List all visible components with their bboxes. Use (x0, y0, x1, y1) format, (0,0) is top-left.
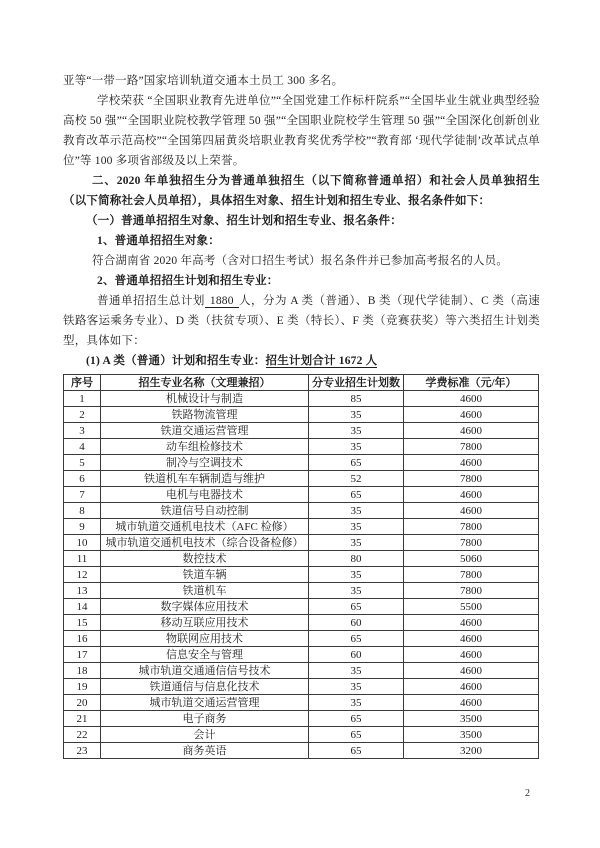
cell-tuition: 3500 (404, 727, 539, 743)
header-major-name: 招生专业名称（文理兼招） (101, 375, 309, 391)
cell-tuition: 7800 (404, 567, 539, 583)
cell-plan-count: 65 (309, 631, 404, 647)
cell-plan-count: 35 (309, 567, 404, 583)
cell-index: 2 (64, 407, 101, 423)
item-2-heading: 2、普通单招招生计划和招生专业： (97, 275, 279, 287)
cell-plan-count: 35 (309, 695, 404, 711)
cell-index: 18 (64, 663, 101, 679)
cell-tuition: 4600 (404, 695, 539, 711)
cell-major-name: 物联网应用技术 (101, 631, 309, 647)
cell-index: 7 (64, 487, 101, 503)
cell-plan-count: 65 (309, 455, 404, 471)
cell-plan-count: 60 (309, 615, 404, 631)
cell-index: 3 (64, 423, 101, 439)
cell-index: 8 (64, 503, 101, 519)
cell-tuition: 4600 (404, 631, 539, 647)
cell-tuition: 4600 (404, 407, 539, 423)
table-row (64, 599, 539, 615)
class-a-total-underlined: 招生计划合计 1672 人 (265, 355, 378, 367)
table-row (64, 471, 539, 487)
table-row (64, 679, 539, 695)
cell-plan-count: 35 (309, 439, 404, 455)
subsection-1-heading: （一）普通单招招生对象、招生计划和招生专业、报名条件： (86, 215, 402, 227)
table-row (64, 695, 539, 711)
cell-plan-count: 60 (309, 647, 404, 663)
page-content (63, 71, 540, 759)
cell-major-name: 制冷与空调技术 (101, 455, 309, 471)
header-tuition: 学费标准（元/年） (404, 375, 539, 391)
table-row (64, 423, 539, 439)
class-a-heading-label: (1) A 类（普通）计划和招生专业： (86, 355, 266, 367)
cell-tuition: 4600 (404, 663, 539, 679)
cell-major-name: 会计 (101, 727, 309, 743)
cell-index: 9 (64, 519, 101, 535)
cell-index: 6 (64, 471, 101, 487)
cell-tuition: 7800 (404, 535, 539, 551)
item-1-heading: 1、普通单招招生对象： (97, 235, 220, 247)
cell-tuition: 7800 (404, 471, 539, 487)
table-row (64, 631, 539, 647)
table-row (64, 567, 539, 583)
cell-tuition: 4600 (404, 647, 539, 663)
cell-index: 15 (64, 615, 101, 631)
cell-tuition: 5500 (404, 599, 539, 615)
cell-index: 13 (64, 583, 101, 599)
paragraph-eligibility: 符合湖南省 2020 年高考（含对口招生考试）报名条件并已参加高考报名的人员。 (92, 255, 509, 267)
paragraph-honors: 学校荣获 “全国职业教育先进单位”“全国党建工作标杆院系”“全国毕业生就业典型经验高校 50 强”“全国职业院校教学管理 50 强”“全国职业院校学生管理 50 强”“全国深化创新创业教育改革示范高校”“全国第四届黄炎培职业教育奖优秀学校”“教育部 ‘现代学徒制’改革试点单位”等 100 多项省部级及以上荣誉。 (63, 95, 540, 167)
class-a-heading (63, 351, 540, 371)
table-row (64, 551, 539, 567)
table-row (64, 519, 539, 535)
table-row (64, 647, 539, 663)
cell-major-name: 电机与电器技术 (101, 487, 309, 503)
cell-index: 19 (64, 679, 101, 695)
paragraph-intro-tail: 亚等“一带一路”国家培训轨道交通本土员工 300 多名。 (63, 75, 344, 87)
cell-major-name: 数字媒体应用技术 (101, 599, 309, 615)
cell-major-name: 铁路物流管理 (101, 407, 309, 423)
cell-major-name: 移动互联应用技术 (101, 615, 309, 631)
table-row (64, 711, 539, 727)
table-row (64, 663, 539, 679)
cell-index: 4 (64, 439, 101, 455)
cell-major-name: 铁道通信与信息化技术 (101, 679, 309, 695)
cell-plan-count: 35 (309, 519, 404, 535)
cell-plan-count: 65 (309, 599, 404, 615)
cell-major-name: 城市轨道交通机电技术（综合设备检修） (101, 535, 309, 551)
cell-major-name: 铁道信号自动控制 (101, 503, 309, 519)
cell-plan-count: 35 (309, 423, 404, 439)
cell-index: 17 (64, 647, 101, 663)
plan-table-body (64, 391, 539, 759)
cell-tuition: 4600 (404, 503, 539, 519)
cell-plan-count: 35 (309, 535, 404, 551)
table-row (64, 583, 539, 599)
cell-plan-count: 85 (309, 391, 404, 407)
table-row (64, 535, 539, 551)
cell-tuition: 4600 (404, 487, 539, 503)
table-row (64, 743, 539, 759)
header-plan-count: 分专业招生计划数 (309, 375, 404, 391)
cell-tuition: 7800 (404, 583, 539, 599)
cell-major-name: 铁道交通运营管理 (101, 423, 309, 439)
cell-plan-count: 80 (309, 551, 404, 567)
table-row (64, 487, 539, 503)
cell-tuition: 3500 (404, 711, 539, 727)
cell-major-name: 城市轨道交通机电技术（AFC 检修） (101, 519, 309, 535)
section-2-heading: 二、2020 年单独招生分为普通单独招生（以下简称普通单招）和社会人员单独招生（以下简称社会人员单招），具体招生对象、招生计划和招生专业、报名条件如下： (63, 175, 540, 207)
cell-major-name: 城市轨道交通通信信号技术 (101, 663, 309, 679)
cell-plan-count: 35 (309, 503, 404, 519)
cell-index: 16 (64, 631, 101, 647)
cell-plan-count: 35 (309, 407, 404, 423)
cell-tuition: 4600 (404, 423, 539, 439)
cell-index: 11 (64, 551, 101, 567)
cell-index: 14 (64, 599, 101, 615)
enrollment-plan-table (63, 374, 539, 759)
cell-major-name: 城市轨道交通运营管理 (101, 695, 309, 711)
cell-index: 22 (64, 727, 101, 743)
cell-tuition: 4600 (404, 391, 539, 407)
header-index: 序号 (64, 375, 101, 391)
cell-plan-count: 65 (309, 743, 404, 759)
cell-tuition: 3200 (404, 743, 539, 759)
cell-index: 20 (64, 695, 101, 711)
cell-plan-count: 65 (309, 487, 404, 503)
cell-plan-count: 65 (309, 711, 404, 727)
total-plan-number-underlined: 1880 (205, 295, 239, 308)
cell-major-name: 铁道机车 (101, 583, 309, 599)
cell-major-name: 信息安全与管理 (101, 647, 309, 663)
total-plan-text-before: 普通单招招生总计划 (97, 295, 205, 307)
cell-tuition: 7800 (404, 519, 539, 535)
total-plan-text-after: 人，分为 A 类（普通）、B 类（现代学徒制）、C 类（高速铁路客运乘务专业）、D 类（扶贫专项）、E 类（特长）、F 类（竞赛获奖）等六类招生计划类型，具体如下： (63, 295, 540, 347)
cell-plan-count: 35 (309, 583, 404, 599)
cell-major-name: 动车组检修技术 (101, 439, 309, 455)
cell-index: 12 (64, 567, 101, 583)
cell-tuition: 4600 (404, 455, 539, 471)
cell-tuition: 7800 (404, 439, 539, 455)
cell-index: 21 (64, 711, 101, 727)
table-row (64, 503, 539, 519)
table-row (64, 455, 539, 471)
cell-major-name: 商务英语 (101, 743, 309, 759)
cell-index: 10 (64, 535, 101, 551)
cell-index: 23 (64, 743, 101, 759)
paragraph-total-plan (63, 291, 540, 351)
cell-tuition: 5060 (404, 551, 539, 567)
cell-plan-count: 52 (309, 471, 404, 487)
cell-major-name: 数控技术 (101, 551, 309, 567)
cell-tuition: 4600 (404, 679, 539, 695)
page-number: 2 (525, 788, 530, 799)
cell-index: 5 (64, 455, 101, 471)
cell-index: 1 (64, 391, 101, 407)
cell-plan-count: 35 (309, 663, 404, 679)
cell-tuition: 4600 (404, 615, 539, 631)
cell-major-name: 铁道车辆 (101, 567, 309, 583)
table-row (64, 615, 539, 631)
cell-major-name: 电子商务 (101, 711, 309, 727)
cell-plan-count: 65 (309, 727, 404, 743)
table-row (64, 439, 539, 455)
cell-major-name: 机械设计与制造 (101, 391, 309, 407)
table-row (64, 727, 539, 743)
table-header-row (64, 375, 539, 391)
cell-major-name: 铁道机车车辆制造与维护 (101, 471, 309, 487)
table-row (64, 391, 539, 407)
cell-plan-count: 35 (309, 679, 404, 695)
table-row (64, 407, 539, 423)
